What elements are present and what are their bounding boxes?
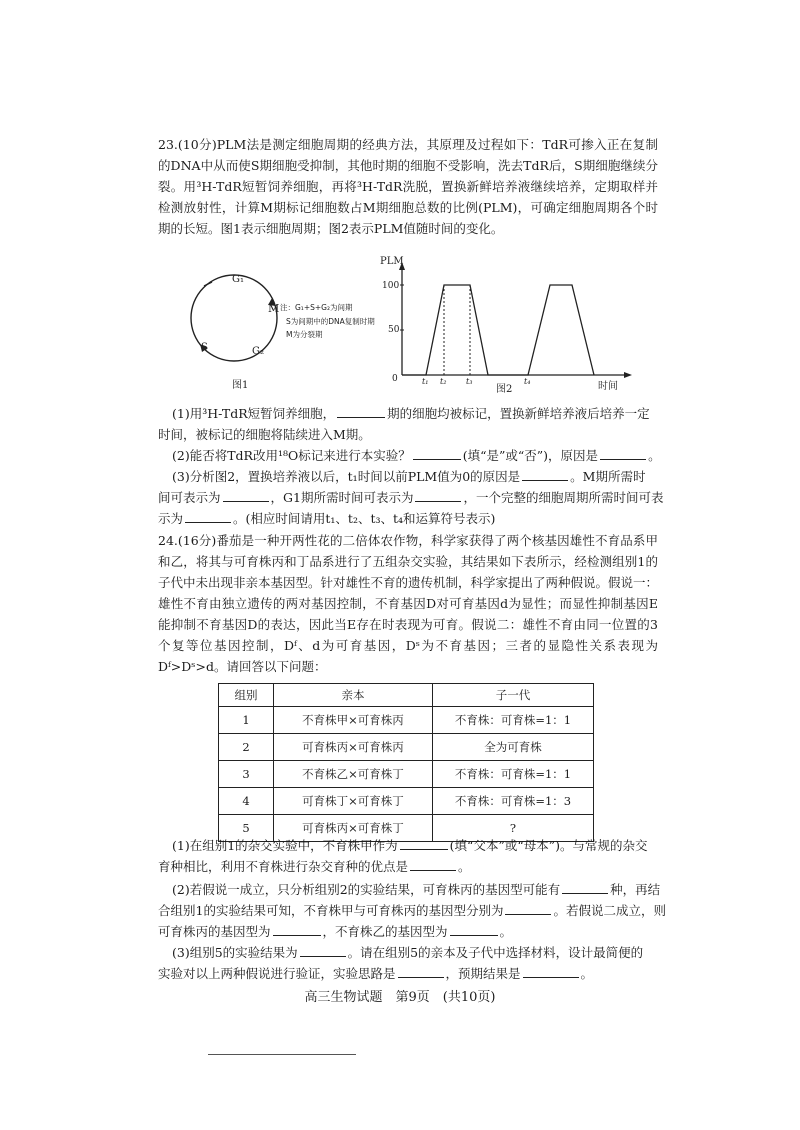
q23-sub2-text: (填“是”或“否”)，原因是 [462,448,599,463]
g1-start-marker [204,282,212,286]
figure-1-note-2: S为间期中的DNA复制时期 [286,317,375,326]
q24-sub2-line2 [158,901,666,919]
q24-sub1-line1 [172,836,648,854]
answer-blank[interactable] [505,902,551,915]
q24-sub1-text: 育种相比，利用不育株进行杂交育种的优点是 [158,859,409,874]
q23-sub2-text: 。 [648,448,661,463]
table-header: 亲本 [274,684,433,707]
table-cell: 5 [219,815,274,842]
q24-sub3-text: (3)组别5的实验结果为 [172,945,298,960]
table-row [219,734,594,761]
answer-blank[interactable] [300,944,346,957]
q24-sub3-text: 。 [580,966,594,981]
table-row [219,788,594,815]
y-tick-100: 100 [382,281,400,291]
answer-blank[interactable] [562,881,608,894]
q24-sub2-text: 。 [499,924,513,939]
x-tick-t1: t₁ [422,377,429,386]
q23-sub3-line2 [158,488,663,506]
q24-sub2-text: 可育株丙的基因型为 [158,924,271,939]
table-cell: 1 [219,707,274,734]
q24-sub1-text: 。 [458,859,471,874]
x-tick-t2: t₂ [440,377,447,386]
q24-sub2-text: 。若假说二成立，则 [553,903,666,918]
phase-g2-label: G₂ [252,346,264,357]
q24-sub2-text: ，不育株乙的基因型为 [322,924,448,939]
q24-sub3-text: 。请在组别5的亲本及子代中选择材料，设计最简便的 [347,945,644,960]
answer-blank[interactable] [413,447,461,460]
x-tick-t4: t₄ [524,377,531,386]
answer-blank[interactable] [523,965,579,978]
q24-sub1-text: (1)在组别1的杂交实验中，不育株甲作为 [172,838,398,853]
q23-sub2-text: (2)能否将TdR改用¹⁸O标记来进行本实验？ [172,448,411,463]
table-row [219,761,594,788]
q24-sub1-text: (填“父本”或“母本”)。与常规的杂交 [449,838,648,853]
table-cell: 不育株甲×可育株丙 [274,707,433,734]
answer-blank[interactable] [223,489,269,502]
q24-sub1-line2 [158,857,471,875]
y-tick-50: 50 [388,325,400,335]
page-footer: 高三生物试题 第9页 (共10页) [304,990,496,1005]
table-header-row [219,684,594,707]
table-cell: 不育株：可育株=1：3 [433,788,594,815]
answer-blank[interactable] [185,510,231,523]
q23-sub3-text: 。(相应时间请用t₁、t₂、t₃、t₄和运算符号表示) [233,511,496,526]
x-tick-t3: t₃ [466,377,473,386]
table-cell: 3 [219,761,274,788]
q23-sub1-line1 [172,404,650,422]
q24-sub2-text: 种，再结 [610,882,661,897]
table-header: 组别 [219,684,274,707]
plm-curve [402,285,594,375]
table-cell: 可育株丙×可育株丁 [274,815,433,842]
phase-s-label: S [201,342,208,353]
q24-intro: 24.(16分)番茄是一种开两性花的二倍体农作物，科学家获得了两个核基因雄性不育品系甲和乙，将其与可育株丙和丁品系进行了五组杂交实验，其结果如下表所示，经检测组别1的子代中未出现非亲本基因型。针对雄性不育的遗传机制，科学家提出了两种假说。假说一：雄性不育由独立遗传的两对基因控制，不育基因D对可育基因d为显性；而显性抑制基因E能抑制不育基因D的表达，因此当E存在时表现为可育。假说二：雄性不育由同一位置的3个复等位基因控制，Dᶠ、d为可育基因，Dˢ为不育基因；三者的显隐性关系表现为Dᶠ>Dˢ>d。请回答以下问题： [158,533,659,674]
q23-sub3-text: 间可表示为 [158,490,221,505]
answer-blank[interactable] [600,447,646,460]
table-header: 子一代 [433,684,594,707]
figure-1-note-3: M为分裂期 [286,330,323,339]
q24-sub2-line3 [158,922,512,940]
q24-sub2-text: (2)若假说一成立，只分析组别2的实验结果，可育株丙的基因型可能有 [172,882,561,897]
answer-blank[interactable] [410,858,456,871]
table-cell: 不育株：可育株=1：1 [433,707,594,734]
q23-sub1-text: (1)用³H-TdR短暂饲养细胞， [172,406,336,421]
q23-intro: 23.(10分)PLM法是测定细胞周期的经典方法，其原理及过程如下：TdR可掺入正在复制的DNA中从而使S期细胞受抑制，其他时期的细胞不受影响，洗去TdR后，S期细胞继续分裂。用³H-TdR短暂饲养细胞，再将³H-TdR洗脱，置换新鲜培养液继续培养，定期取样并检测放射性，计算M期标记细胞数占M期细胞总数的比例(PLM)，可确定细胞周期各个时期的长短。图1表示细胞周期；图2表示PLM值随时间的变化。 [158,137,658,236]
table-cell: 不育株：可育株=1：1 [433,761,594,788]
x-axis-arrow [624,372,632,378]
q24-sub3-text: 实验对以上两种假说进行验证，实验思路是 [158,966,396,981]
cross-results-table [218,683,594,842]
q24-sub3-line1 [172,943,643,961]
table-cell: 4 [219,788,274,815]
table-cell: 不育株乙×可育株丁 [274,761,433,788]
phase-g1-label: G₁ [232,274,244,285]
figure-1-caption: 图1 [232,380,249,391]
q23-sub3-line1 [172,467,645,485]
answer-blank[interactable] [450,923,498,936]
figure-1-cell-cycle [182,256,392,396]
q23-sub3-text: ，一个完整的细胞周期所需时间可表 [463,490,664,505]
q24-sub2-line1 [172,880,660,898]
q23-sub3-text: (3)分析图2，置换培养液以后，t₁时间以前PLM值为0的原因是 [172,469,521,484]
table-cell: 可育株丁×可育株丁 [274,788,433,815]
figure-2-plm-chart [378,254,646,394]
answer-blank[interactable] [415,489,461,502]
answer-blank[interactable] [522,468,568,481]
figure-1-note-1: 注：G₁+S+G₂为间期 [280,303,353,312]
table-cell: ? [433,815,594,842]
table-row [219,707,594,734]
answer-blank[interactable] [273,923,321,936]
q24-sub2-text: 合组别1的实验结果可知，不育株甲与可育株丙的基因型分别为 [158,903,504,918]
answer-blank[interactable] [398,965,444,978]
q23-sub1-text: 期的细胞均被标记，置换新鲜培养液后培养一定 [387,406,650,421]
q23-sub3-text: ，G1期所需时间可表示为 [270,490,414,505]
q23-sub1-line2 [158,425,371,443]
y-tick-0: 0 [392,374,398,384]
phase-m-label: M [268,302,280,315]
answer-blank[interactable] [337,405,385,418]
answer-blank[interactable] [400,837,448,850]
q23-sub3-text: 。M期所需时 [570,469,646,484]
table-cell: 可育株丙×可育株丙 [274,734,433,761]
table-cell: 2 [219,734,274,761]
q24-sub3-line2 [158,964,593,982]
figure-2-caption: 图2 [496,384,513,394]
table-cell: 全为可育株 [433,734,594,761]
q23-sub3-line3 [158,509,495,527]
q23-sub1-text: 时间，被标记的细胞将陆续进入M期。 [158,427,371,442]
q24-sub3-text: ，预期结果是 [445,966,521,981]
y-axis-label: PLM [380,256,404,267]
x-axis-label: 时间 [598,381,618,392]
q23-sub3-text: 示为 [158,511,184,526]
bottom-divider [208,1054,356,1055]
q23-sub2-line [172,446,661,464]
